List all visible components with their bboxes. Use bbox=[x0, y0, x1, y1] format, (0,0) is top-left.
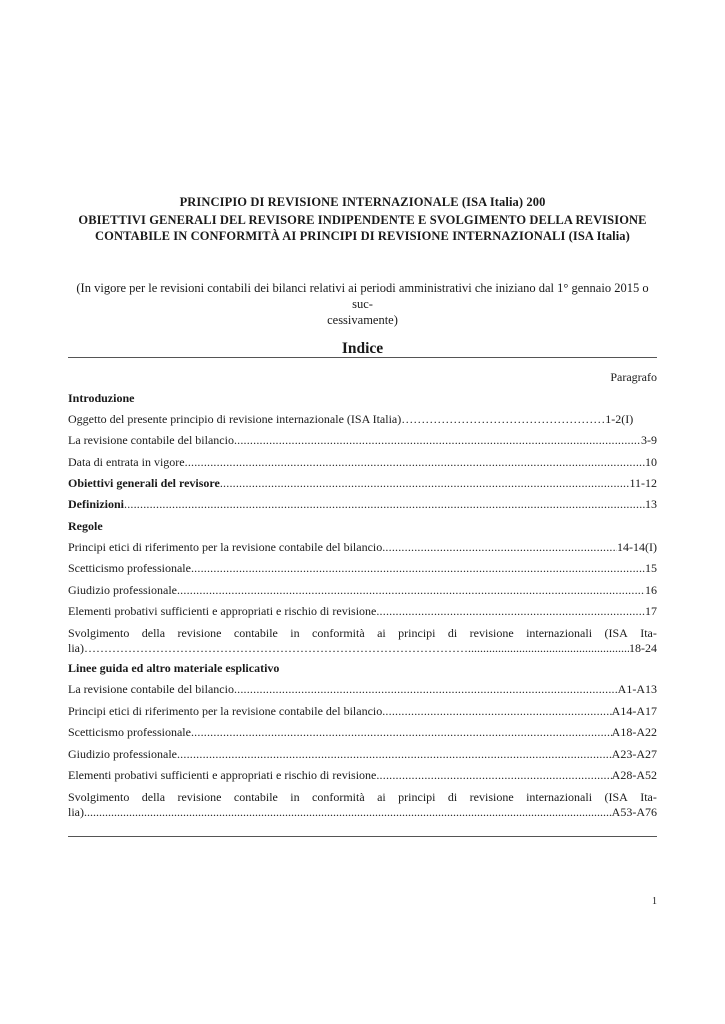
toc-leader-dots bbox=[382, 540, 617, 555]
word: Svolgimento bbox=[68, 790, 130, 804]
toc-entry-page: 3-9 bbox=[641, 433, 657, 447]
toc-entry-page: 11-12 bbox=[629, 476, 657, 490]
word: contabile bbox=[233, 626, 278, 640]
index-bottom-divider bbox=[68, 836, 657, 837]
toc-entry-page: A1-A13 bbox=[617, 682, 657, 696]
toc-entry-principi-etici[interactable] bbox=[68, 540, 657, 555]
toc-entry-definizioni[interactable] bbox=[68, 497, 657, 512]
toc-entry-label: Scetticismo professionale bbox=[68, 725, 191, 739]
word: revisione bbox=[177, 626, 222, 640]
toc-entry-linee-scetticismo[interactable] bbox=[68, 725, 657, 740]
toc-entry-oggetto[interactable] bbox=[68, 412, 657, 427]
toc-entry-label: Elementi probativi sufficienti e appropriati e rischio di revisione bbox=[68, 768, 377, 782]
subtitle-line-2: CONTABILE IN CONFORMITÀ AI PRINCIPI DI REVISIONE INTERNAZIONALI (ISA Italia) bbox=[95, 228, 630, 243]
effective-date-note bbox=[68, 280, 657, 328]
word: di bbox=[447, 790, 458, 804]
toc-leader-dots bbox=[177, 583, 645, 598]
toc-entry-linee-giudizio[interactable] bbox=[68, 747, 657, 762]
toc-leader-dots bbox=[382, 704, 611, 719]
word: conformità bbox=[312, 790, 365, 804]
word: in bbox=[290, 626, 300, 640]
word: Ita- bbox=[640, 790, 657, 804]
toc-entry-label-line-2 bbox=[68, 805, 657, 820]
toc-leader-dots bbox=[376, 768, 611, 783]
word: (ISA bbox=[604, 626, 628, 640]
word: (ISA bbox=[604, 790, 628, 804]
word: revisione bbox=[177, 790, 222, 804]
document-subtitle bbox=[68, 213, 657, 244]
toc-entry-page: 15 bbox=[645, 561, 657, 575]
toc-entry-page: A53-A76 bbox=[611, 805, 657, 819]
word: ai bbox=[377, 626, 386, 640]
word: revisione bbox=[469, 790, 514, 804]
word: principi bbox=[398, 626, 436, 640]
toc-entry-label: La revisione contabile del bilancio bbox=[68, 433, 234, 447]
toc-entry-page: 13 bbox=[645, 497, 657, 511]
word: revisione bbox=[469, 626, 514, 640]
toc-leader-dots bbox=[191, 725, 612, 740]
paragraph-column-label: Paragrafo bbox=[610, 370, 657, 384]
toc-leader-dots bbox=[191, 561, 645, 576]
toc-entry-elementi-probativi[interactable] bbox=[68, 604, 657, 619]
page-number: 1 bbox=[652, 896, 657, 907]
toc-entry-label: Giudizio professionale bbox=[68, 583, 177, 597]
toc-entry-label: lia)…………………………………………………………………………………… bbox=[68, 641, 468, 655]
toc-leader-dots bbox=[220, 476, 630, 491]
word: internazionali bbox=[526, 790, 593, 804]
toc-entry-page: 1-2(I) bbox=[605, 412, 634, 426]
toc-entry-page: A14-A17 bbox=[611, 704, 657, 718]
section-introduzione: Introduzione bbox=[68, 391, 135, 405]
toc-entry-label: Principi etici di riferimento per la revisione contabile del bilancio bbox=[68, 540, 383, 554]
index-heading: Indice bbox=[341, 340, 384, 357]
word: della bbox=[141, 790, 166, 804]
word: ai bbox=[377, 790, 386, 804]
toc-entry-page: A18-A22 bbox=[611, 725, 657, 739]
section-linee-guida: Linee guida ed altro materiale esplicativo bbox=[68, 661, 280, 675]
toc-entry-data-entrata[interactable] bbox=[68, 455, 657, 470]
toc-entry-label: La revisione contabile del bilancio bbox=[68, 682, 234, 696]
effective-date-line-2: cessivamente) bbox=[327, 313, 398, 327]
toc-entry-giudizio[interactable] bbox=[68, 583, 657, 598]
toc-entry-label-line-1 bbox=[68, 626, 657, 641]
word: della bbox=[141, 626, 166, 640]
toc-entry-page: 14-14(I) bbox=[617, 540, 657, 554]
document-title: PRINCIPIO DI REVISIONE INTERNAZIONALE (ISA Italia) 200 bbox=[179, 195, 546, 209]
title-block bbox=[68, 194, 657, 244]
toc-entry-page: A23-A27 bbox=[611, 747, 657, 761]
toc-entry-page: 16 bbox=[645, 583, 657, 597]
toc-leader-dots bbox=[234, 682, 618, 697]
subtitle-line-1: OBIETTIVI GENERALI DEL REVISORE INDIPENDENTE E SVOLGIMENTO DELLA REVISIONE bbox=[78, 213, 647, 227]
section-regole: Regole bbox=[68, 519, 103, 533]
index-top-divider bbox=[68, 357, 657, 358]
word: Ita- bbox=[640, 626, 657, 640]
toc-entry-label: Principi etici di riferimento per la revisione contabile del bilancio bbox=[68, 704, 383, 718]
toc-entry-label: Giudizio professionale bbox=[68, 747, 177, 761]
toc-entry-label: Obiettivi generali del revisore bbox=[68, 476, 220, 490]
toc-entry-linee-elementi-probativi[interactable] bbox=[68, 768, 657, 783]
toc-entry-linee-principi-etici[interactable] bbox=[68, 704, 657, 719]
toc-leader-dots bbox=[234, 433, 641, 448]
toc-entry-linee-svolgimento[interactable] bbox=[68, 790, 657, 820]
toc-entry-label: Definizioni bbox=[68, 497, 124, 511]
toc-entry-label: Oggetto del presente principio di revisione internazionale (ISA Italia)…………………………………………… bbox=[68, 412, 606, 426]
word: in bbox=[290, 790, 300, 804]
toc-entry-revisione-bilancio[interactable] bbox=[68, 433, 657, 448]
word: Svolgimento bbox=[68, 626, 130, 640]
word: principi bbox=[398, 790, 436, 804]
toc-entry-linee-revisione-bilancio[interactable] bbox=[68, 682, 657, 697]
word: internazionali bbox=[526, 626, 593, 640]
toc-leader-dots bbox=[124, 497, 645, 512]
toc-entry-label: Elementi probativi sufficienti e appropriati e rischio di revisione bbox=[68, 604, 377, 618]
toc-leader-dots bbox=[177, 747, 612, 762]
toc-entry-label-line-1 bbox=[68, 790, 657, 805]
toc-leader-dots bbox=[468, 641, 629, 656]
toc-leader-dots bbox=[376, 604, 645, 619]
toc-entry-page: 17 bbox=[645, 604, 657, 618]
word: conformità bbox=[312, 626, 365, 640]
toc-entry-label: Data di entrata in vigore bbox=[68, 455, 185, 469]
toc-leader-dots bbox=[84, 805, 612, 820]
toc-entry-page: 10 bbox=[645, 455, 657, 469]
toc-leader-dots bbox=[185, 455, 645, 470]
toc-entry-label-line-2 bbox=[68, 641, 657, 656]
word: contabile bbox=[233, 790, 278, 804]
toc-entry-page: 18-24 bbox=[629, 641, 657, 655]
effective-date-line-1: (In vigore per le revisioni contabili dei bilanci relativi ai periodi amministrativi che iniziano dal 1° gennaio 2015 o suc- bbox=[76, 281, 649, 311]
toc-entry-obiettivi[interactable] bbox=[68, 476, 657, 491]
toc-entry-label: lia) bbox=[68, 805, 84, 819]
toc-entry-page: A28-A52 bbox=[611, 768, 657, 782]
toc-entry-scetticismo[interactable] bbox=[68, 561, 657, 576]
toc-entry-svolgimento[interactable] bbox=[68, 626, 657, 656]
word: di bbox=[447, 626, 458, 640]
toc-entry-label: Scetticismo professionale bbox=[68, 561, 191, 575]
